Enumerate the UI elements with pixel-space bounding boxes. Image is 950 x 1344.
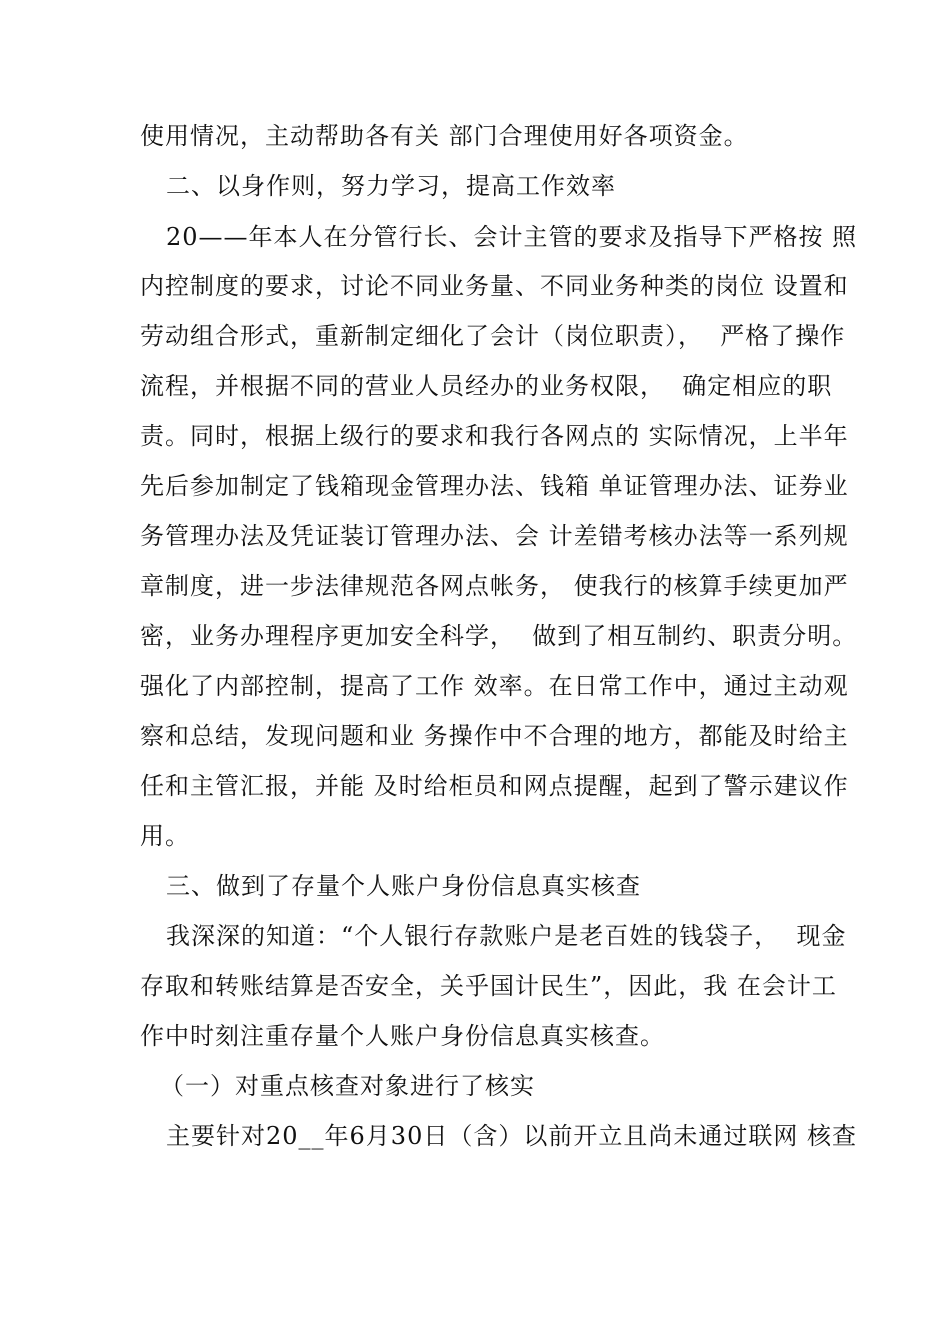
text-line: 内控制度的要求，讨论不同业务量、不同业务种类的岗位 设置和 bbox=[140, 272, 849, 300]
text-line: 流程，并根据不同的营业人员经办的业务权限， 确定相应的职 bbox=[140, 372, 833, 400]
text-line: 章制度，进一步法律规范各网点帐务， 使我行的核算手续更加严 bbox=[140, 572, 849, 600]
text-line: 密，业务办理程序更加安全科学， 做到了相互制约、职责分明。 bbox=[140, 622, 858, 650]
text-line: 察和总结，发现问题和业 务操作中不合理的地方，都能及时给主 bbox=[140, 722, 849, 750]
text-line: 20——年本人在分管行长、会计主管的要求及指导下严格按 照 bbox=[166, 223, 858, 251]
text-line: 强化了内部控制，提高了工作 效率。在日常工作中，通过主动观 bbox=[140, 672, 849, 700]
text-line: 主要针对20__年6月30日（含）以前开立且尚未通过联网 核查 bbox=[166, 1122, 857, 1150]
text-line: 用。 bbox=[140, 822, 190, 850]
section-heading: 二、以身作则，努力学习，提高工作效率 bbox=[166, 172, 616, 200]
text-line: 务管理办法及凭证装订管理办法、会 计差错考核办法等一系列规 bbox=[140, 522, 849, 550]
text-line: 我深深的知道：“个人银行存款账户是老百姓的钱袋子， 现金 bbox=[166, 922, 847, 950]
text-line: 任和主管汇报，并能 及时给柜员和网点提醒，起到了警示建议作 bbox=[140, 772, 849, 800]
text-line: 使用情况，主动帮助各有关 部门合理使用好各项资金。 bbox=[140, 122, 749, 150]
text-line: 先后参加制定了钱箱现金管理办法、钱箱 单证管理办法、证券业 bbox=[140, 472, 849, 500]
text-line: 劳动组合形式，重新制定细化了会计（岗位职责）， 严格了操作 bbox=[140, 322, 846, 350]
text-line: 责。同时，根据上级行的要求和我行各网点的 实际情况，上半年 bbox=[140, 422, 849, 450]
text-line: 作中时刻注重存量个人账户身份信息真实核查。 bbox=[140, 1022, 665, 1050]
subsection-heading: （一）对重点核查对象进行了核实 bbox=[160, 1072, 535, 1100]
text-line: 存取和转账结算是否安全，关乎国计民生”，因此，我 在会计工 bbox=[140, 972, 837, 1000]
section-heading: 三、做到了存量个人账户身份信息真实核查 bbox=[166, 872, 641, 900]
